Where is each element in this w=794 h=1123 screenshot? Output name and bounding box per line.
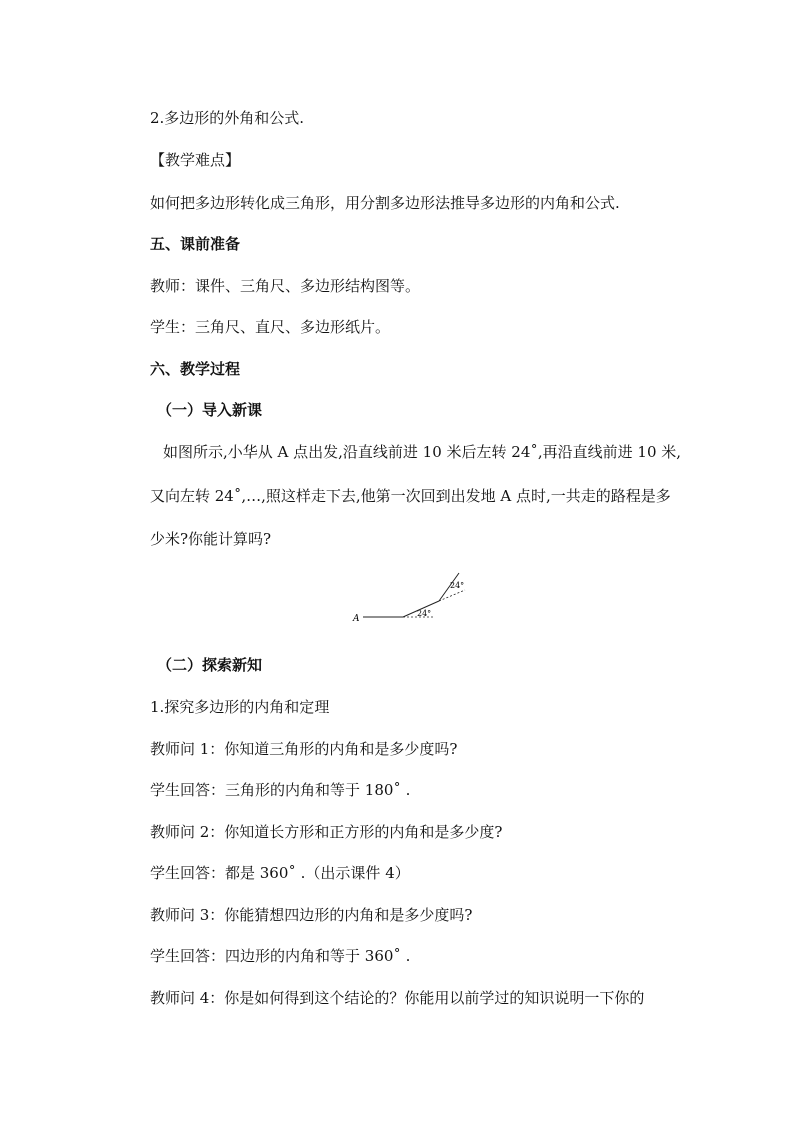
line-problem-3: 少米?你能计算吗? xyxy=(150,530,272,548)
line-problem-1: 如图所示,小华从 A 点出发,沿直线前进 10 米后左转 24˚,再沿直线前进 10 米, xyxy=(163,443,682,461)
heading-explore: （二）探索新知 xyxy=(157,656,263,674)
line-problem-2: 又向左转 24˚,…,照这样走下去,他第一次回到出发地 A 点时,一共走的路程是多 xyxy=(150,487,671,505)
line-teacher-q4: 教师问 4：你是如何得到这个结论的？你能用以前学过的知识说明一下你的 xyxy=(150,989,645,1007)
heading-preparation: 五、课前准备 xyxy=(150,235,241,253)
line-student-a1: 学生回答：三角形的内角和等于 180˚ . xyxy=(150,781,411,799)
heading-teaching-process: 六、教学过程 xyxy=(150,360,241,378)
angle-1-label: 24° xyxy=(417,609,432,618)
heading-intro: （一）导入新课 xyxy=(157,401,263,419)
heading-teaching-difficulty: 【教学难点】 xyxy=(150,151,241,169)
line-outer-angle-formula: 2.多边形的外角和公式. xyxy=(150,109,305,127)
line-student-prep: 学生：三角尺、直尺、多边形纸片。 xyxy=(150,318,391,336)
line-teacher-q3: 教师问 3：你能猜想四边形的内角和是多少度吗? xyxy=(150,906,473,924)
line-teacher-prep: 教师：课件、三角尺、多边形结构图等。 xyxy=(150,277,421,295)
line-student-a3: 学生回答：四边形的内角和等于 360˚ . xyxy=(150,947,411,965)
line-teacher-q2: 教师问 2：你知道长方形和正方形的内角和是多少度? xyxy=(150,823,503,841)
line-explore-theorem: 1.探究多边形的内角和定理 xyxy=(150,698,330,716)
point-a-label: A xyxy=(353,614,360,624)
angle-2-label: 24° xyxy=(450,581,465,590)
walking-path-figure xyxy=(345,570,475,628)
line-difficulty-text: 如何把多边形转化成三角形，用分割多边形法推导多边形的内角和公式. xyxy=(150,194,620,212)
line-teacher-q1: 教师问 1：你知道三角形的内角和是多少度吗? xyxy=(150,740,458,758)
line-student-a2: 学生回答：都是 360˚ .（出示课件 4） xyxy=(150,864,410,882)
